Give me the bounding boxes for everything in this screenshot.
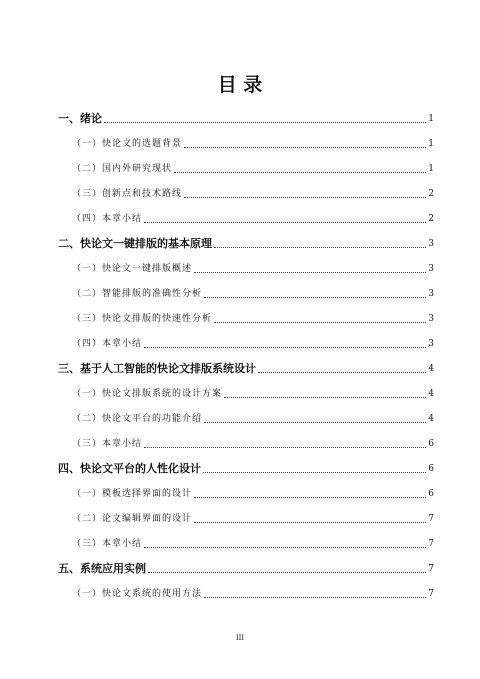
toc-leader-dots [148,572,426,573]
toc-leader-dots [194,522,426,523]
toc-entry-label: （一）快论文的选题背景 [72,139,183,149]
toc-section-entry[interactable] [0,210,480,226]
toc-entry-label: （二）智能排版的准确性分析 [72,289,203,299]
toc-leader-dots [204,422,426,423]
toc-entry-page: 3 [428,289,434,299]
page-title: 目 录 [217,74,263,96]
toc-section-entry[interactable] [0,510,480,526]
toc-entry-page: 7 [428,564,434,574]
toc-section-entry[interactable] [0,535,480,551]
toc-entry-page: 6 [428,464,434,474]
toc-entry-page: 1 [428,164,434,174]
toc-chapter-entry[interactable] [0,110,480,126]
toc-chapter-entry[interactable] [0,460,480,476]
toc-leader-dots [184,147,426,148]
toc-entry-label: （四）本章小结 [72,339,143,349]
toc-entry-page: 7 [428,539,434,549]
toc-section-entry[interactable] [0,585,480,601]
toc-chapter-entry[interactable] [0,360,480,376]
toc-entry-label: （一）快论文系统的使用方法 [72,589,203,599]
toc-section-entry[interactable] [0,410,480,426]
toc-leader-dots [214,322,426,323]
toc-leader-dots [214,247,426,248]
toc-leader-dots [204,597,426,598]
toc-chapter-entry[interactable] [0,560,480,576]
toc-entry-label: （一）快论文排版系统的设计方案 [72,389,223,399]
toc-entry-label: 二、快论文一键排版的基本原理 [58,237,212,250]
toc-leader-dots [194,497,426,498]
toc-entry-label: 五、系统应用实例 [58,562,146,575]
toc-leader-dots [194,272,426,273]
toc-section-entry[interactable] [0,160,480,176]
toc-entry-page: 2 [428,189,434,199]
toc-leader-dots [174,172,426,173]
toc-entry-page: 4 [428,364,434,374]
toc-entry-page: 1 [428,114,434,124]
toc-entry-label: （三）本章小结 [72,539,143,549]
toc-section-entry[interactable] [0,285,480,301]
page-number-footer: III [235,634,245,642]
toc-entry-label: （二）快论文平台的功能介绍 [72,414,203,424]
toc-leader-dots [144,347,426,348]
toc-section-entry[interactable] [0,310,480,326]
toc-entry-page: 6 [428,439,434,449]
toc-entry-page: 3 [428,239,434,249]
toc-entry-label: （一）快论文一键排版概述 [72,264,193,274]
toc-entry-label: （二）国内外研究现状 [72,164,173,174]
toc-entry-page: 3 [428,339,434,349]
toc-section-entry[interactable] [0,385,480,401]
toc-entry-page: 4 [428,389,434,399]
toc-entry-label: （二）论文编辑界面的设计 [72,514,193,524]
toc-section-entry[interactable] [0,485,480,501]
toc-entry-label: （三）创新点和技术路线 [72,189,183,199]
toc-leader-dots [184,197,426,198]
toc-entry-page: 3 [428,314,434,324]
toc-chapter-entry[interactable] [0,235,480,251]
toc-leader-dots [144,222,426,223]
toc-section-entry[interactable] [0,435,480,451]
toc-section-entry[interactable] [0,185,480,201]
toc-leader-dots [204,297,426,298]
toc-entry-label: （三）快论文排版的快速性分析 [72,314,213,324]
toc-entry-page: 6 [428,489,434,499]
toc-section-entry[interactable] [0,335,480,351]
toc-entry-page: 1 [428,139,434,149]
toc-leader-dots [258,372,426,373]
toc-leader-dots [144,447,426,448]
toc-entry-page: 4 [428,414,434,424]
toc-leader-dots [224,397,426,398]
toc-entry-page: 7 [428,589,434,599]
toc-section-entry[interactable] [0,135,480,151]
toc-entry-label: （三）本章小结 [72,439,143,449]
toc-section-entry[interactable] [0,260,480,276]
toc-leader-dots [203,472,426,473]
toc-leader-dots [144,547,426,548]
toc-entry-page: 7 [428,514,434,524]
toc-entry-page: 2 [428,214,434,224]
toc-entry-label: 一、绪论 [58,112,102,125]
toc-entry-label: 三、基于人工智能的快论文排版系统设计 [58,362,256,375]
toc-entry-page: 3 [428,264,434,274]
toc-entry-label: （一）模板选择界面的设计 [72,489,193,499]
toc-entry-label: （四）本章小结 [72,214,143,224]
toc-leader-dots [104,122,426,123]
toc-entry-label: 四、快论文平台的人性化设计 [58,462,201,475]
